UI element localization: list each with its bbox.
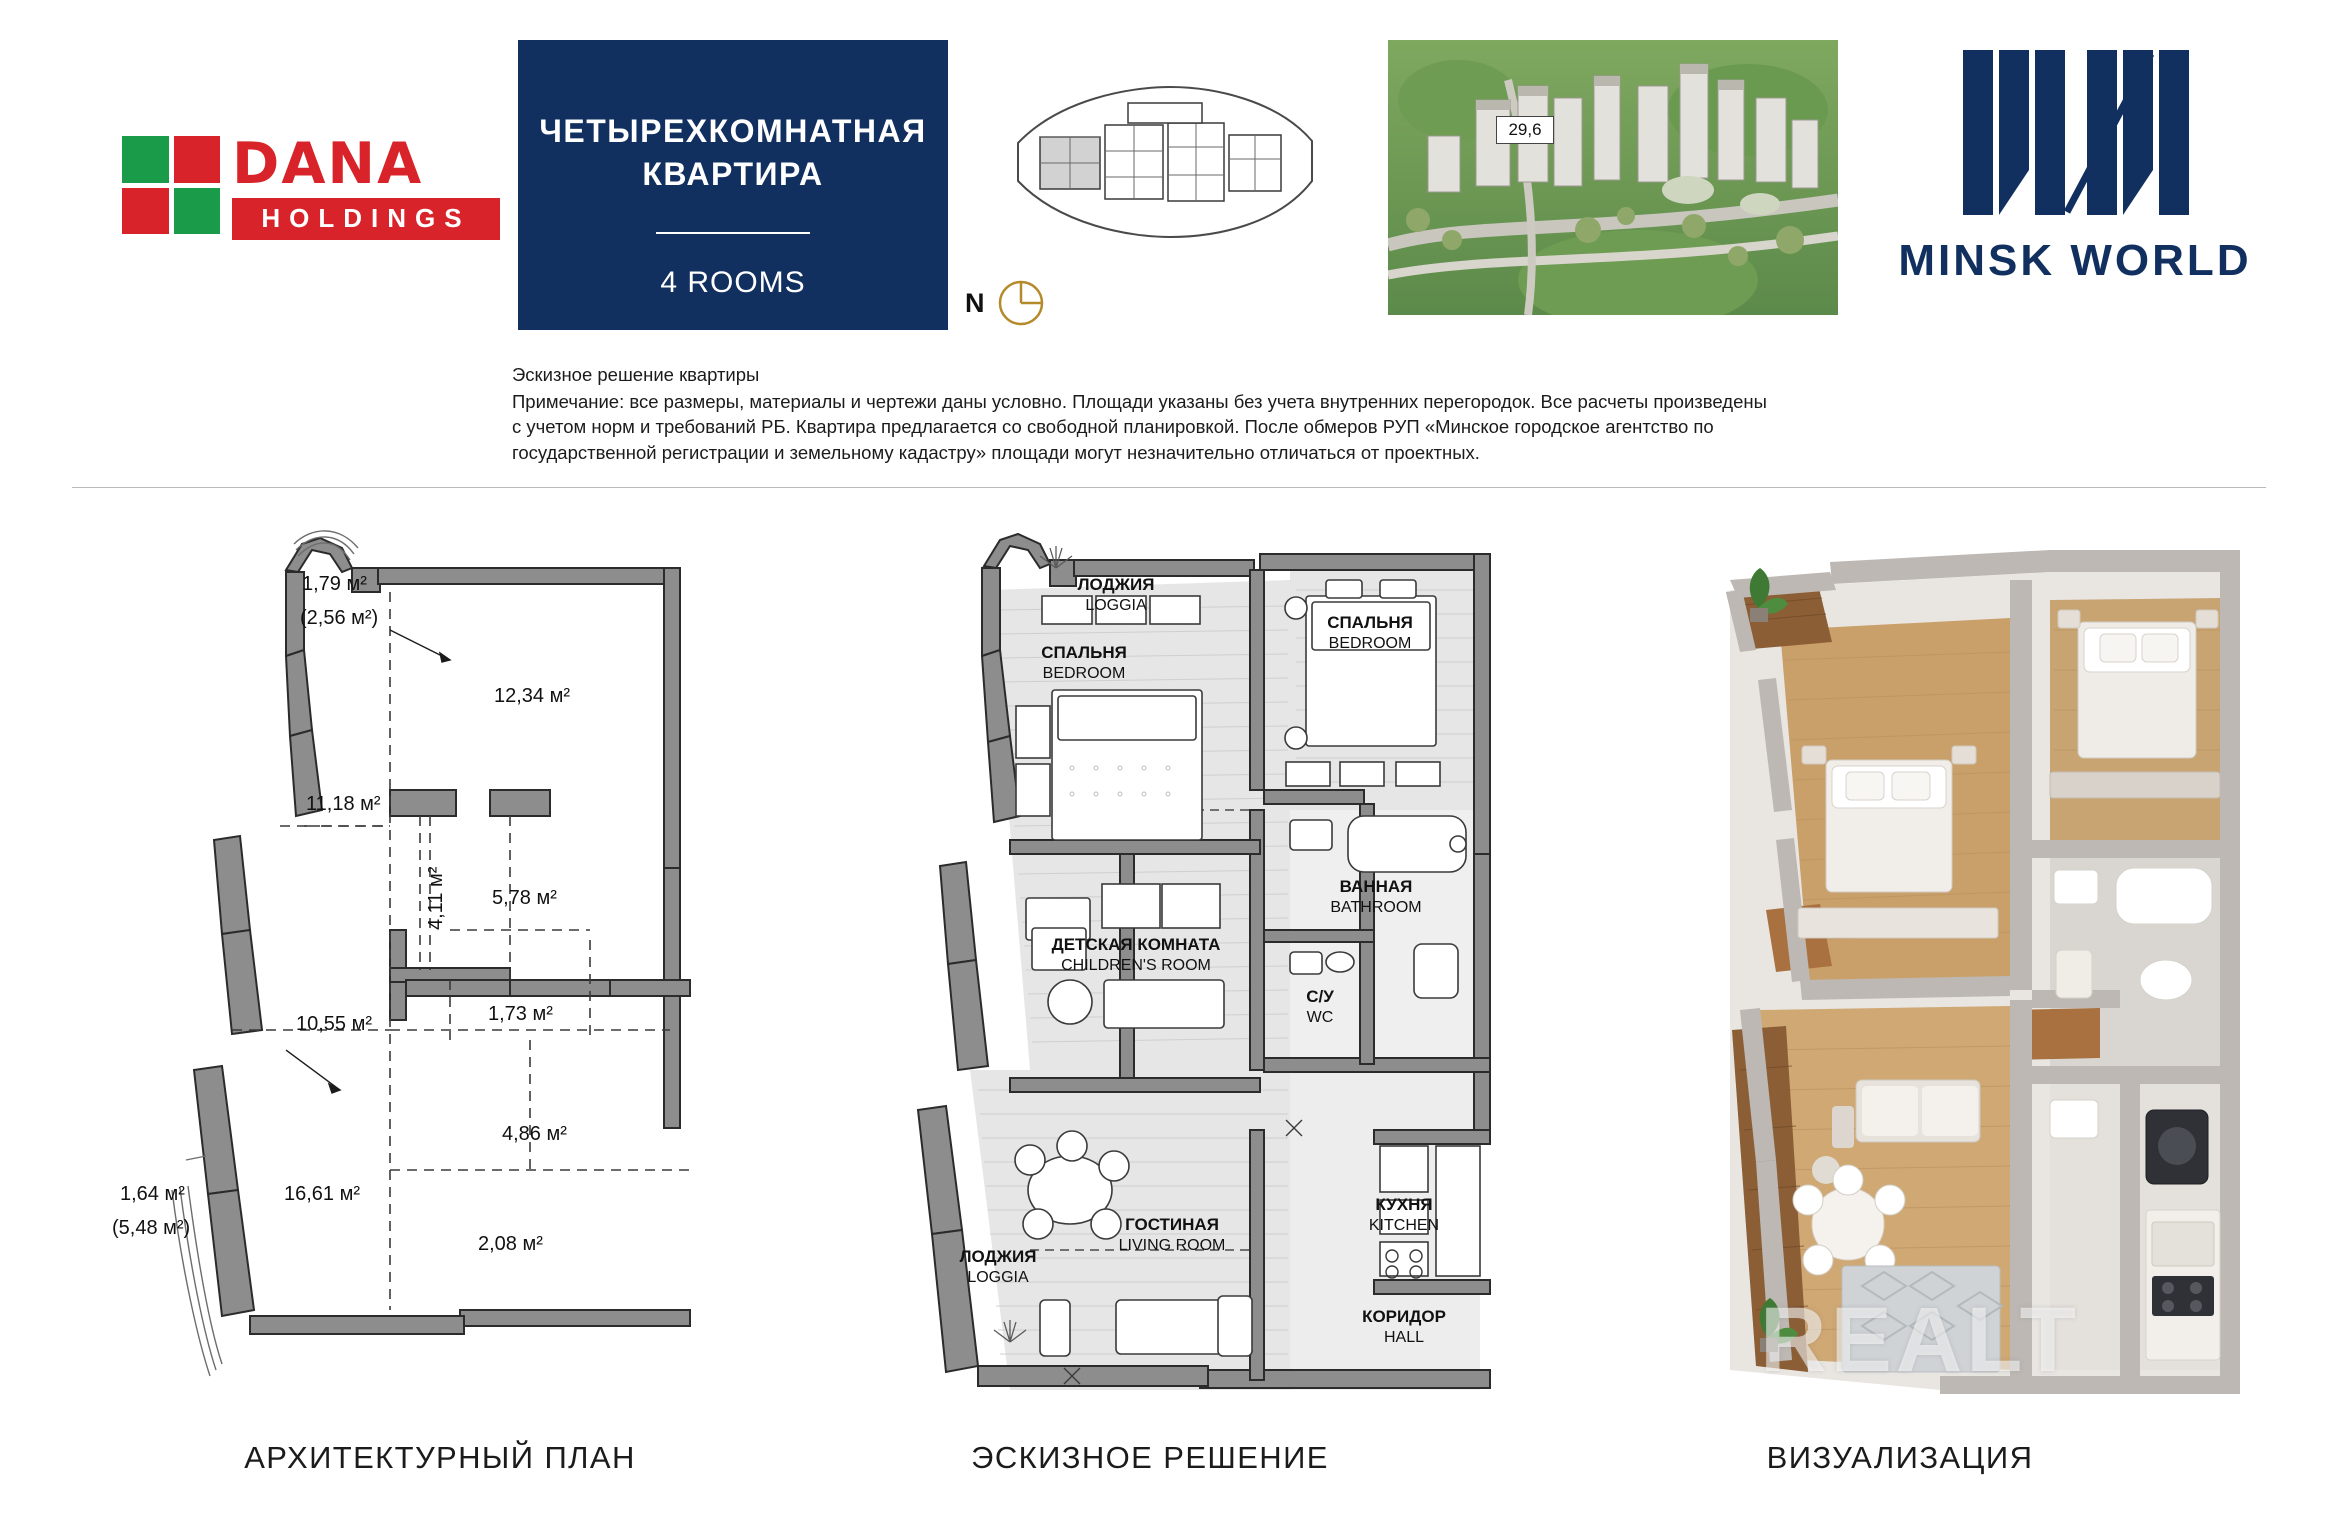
minsk-world-mark-icon xyxy=(1955,40,2195,225)
area-label-loggia-bottom-total: (5,48 м²) xyxy=(112,1217,191,1239)
area-label-1234: 12,34 м² xyxy=(494,685,571,707)
architectural-plan-caption: АРХИТЕКТУРНЫЙ ПЛАН xyxy=(244,1440,636,1475)
area-label-1055: 10,55 м² xyxy=(296,1013,373,1035)
apartment-type-title-en: 4 ROOMS xyxy=(660,266,806,299)
visualization-caption: ВИЗУАЛИЗАЦИЯ xyxy=(1766,1440,2034,1475)
room-label-kitchen-ru: КУХНЯ xyxy=(1375,1195,1433,1214)
note-line-4: государственной регистрации и земельному кадастру» площади могут незначительно отличаться от проектных. xyxy=(512,441,1480,463)
room-label-wc-ru: С/У xyxy=(1306,987,1334,1006)
room-label-kitchen-en: KITCHEN xyxy=(1368,1217,1440,1234)
room-label-bathroom-ru: ВАННАЯ xyxy=(1339,877,1413,896)
area-label-loggia-bottom: 1,64 м² xyxy=(120,1183,185,1205)
area-label-411: 4,11 м² xyxy=(425,866,447,930)
room-label-bedroom-right-ru: СПАЛЬНЯ xyxy=(1327,613,1413,632)
area-label-1118: 11,18 м² xyxy=(306,793,381,815)
room-label-bedroom-left-en: BEDROOM xyxy=(1042,665,1126,682)
document-header xyxy=(0,0,2338,350)
site-aerial-photo xyxy=(1388,40,1838,315)
room-label-loggia-bottom-ru: ЛОДЖИЯ xyxy=(959,1247,1037,1266)
note-line-1: Эскизное решение квартиры xyxy=(512,364,760,385)
apartment-type-title-ru: ЧЕТЫРЕХКОМНАТНАЯ КВАРТИРА xyxy=(539,113,927,192)
title-divider xyxy=(656,232,810,234)
architectural-plan xyxy=(90,510,790,1410)
minsk-world-logo xyxy=(1880,40,2270,320)
room-label-loggia-top-en: LOGGIA xyxy=(1085,597,1147,614)
room-label-living-ru: ГОСТИНАЯ xyxy=(1125,1215,1219,1234)
disclaimer-note xyxy=(512,362,1842,465)
dana-logo-wordmark: DANA xyxy=(232,131,424,197)
realt-watermark: REALT xyxy=(1760,1289,2080,1391)
room-label-bathroom-en: BATHROOM xyxy=(1330,899,1422,916)
area-label-208: 2,08 м² xyxy=(478,1233,543,1255)
room-label-hall-en: HALL xyxy=(1383,1329,1425,1346)
apartment-type-title-box xyxy=(518,40,948,330)
site-badge-number: 29,6 xyxy=(1496,116,1554,144)
area-label-486: 4,86 м² xyxy=(502,1123,567,1145)
room-label-hall-ru: КОРИДОР xyxy=(1362,1307,1446,1326)
3d-visualization xyxy=(1580,510,2280,1410)
dana-logo-subtitle: HOLDINGS xyxy=(232,198,500,240)
room-label-living-en: LIVING ROOM xyxy=(1118,1237,1226,1254)
dana-logo-squares-icon xyxy=(122,136,220,234)
area-label-loggia-top: 1,79 м² xyxy=(302,573,367,595)
minsk-world-wordmark: MINSK WORLD xyxy=(1898,236,2252,285)
sketch-plan xyxy=(820,510,1550,1410)
dana-holdings-logo xyxy=(122,128,492,238)
note-line-2: Примечание: все размеры, материалы и чертежи даны условно. Площади указаны без учета внутренних перегородок. Все расчеты произведены xyxy=(512,390,1767,412)
floor-key-diagram xyxy=(1010,85,1320,240)
area-label-578: 5,78 м² xyxy=(492,887,557,909)
compass-north-label: N xyxy=(965,288,985,318)
room-label-children-ru: ДЕТСКАЯ КОМНАТА xyxy=(1051,935,1221,954)
room-label-wc-en: WC xyxy=(1306,1009,1334,1026)
room-label-loggia-bottom-en: LOGGIA xyxy=(967,1269,1029,1286)
header-divider xyxy=(72,487,2266,488)
sketch-plan-caption: ЭСКИЗНОЕ РЕШЕНИЕ xyxy=(971,1440,1329,1475)
area-label-1661: 16,61 м² xyxy=(284,1183,361,1205)
compass-rose xyxy=(965,278,1075,328)
room-label-bedroom-right-en: BEDROOM xyxy=(1328,635,1412,652)
room-label-loggia-top-ru: ЛОДЖИЯ xyxy=(1077,575,1155,594)
room-label-children-en: CHILDREN'S ROOM xyxy=(1061,957,1211,974)
area-label-173: 1,73 м² xyxy=(488,1003,553,1025)
area-label-loggia-top-total: (2,56 м²) xyxy=(300,607,379,629)
note-line-3: с учетом норм и требований РБ. Квартира предлагается со свободной планировкой. После обмеров РУП «Минское городское агентство по xyxy=(512,416,1714,437)
room-label-bedroom-left-ru: СПАЛЬНЯ xyxy=(1041,643,1127,662)
